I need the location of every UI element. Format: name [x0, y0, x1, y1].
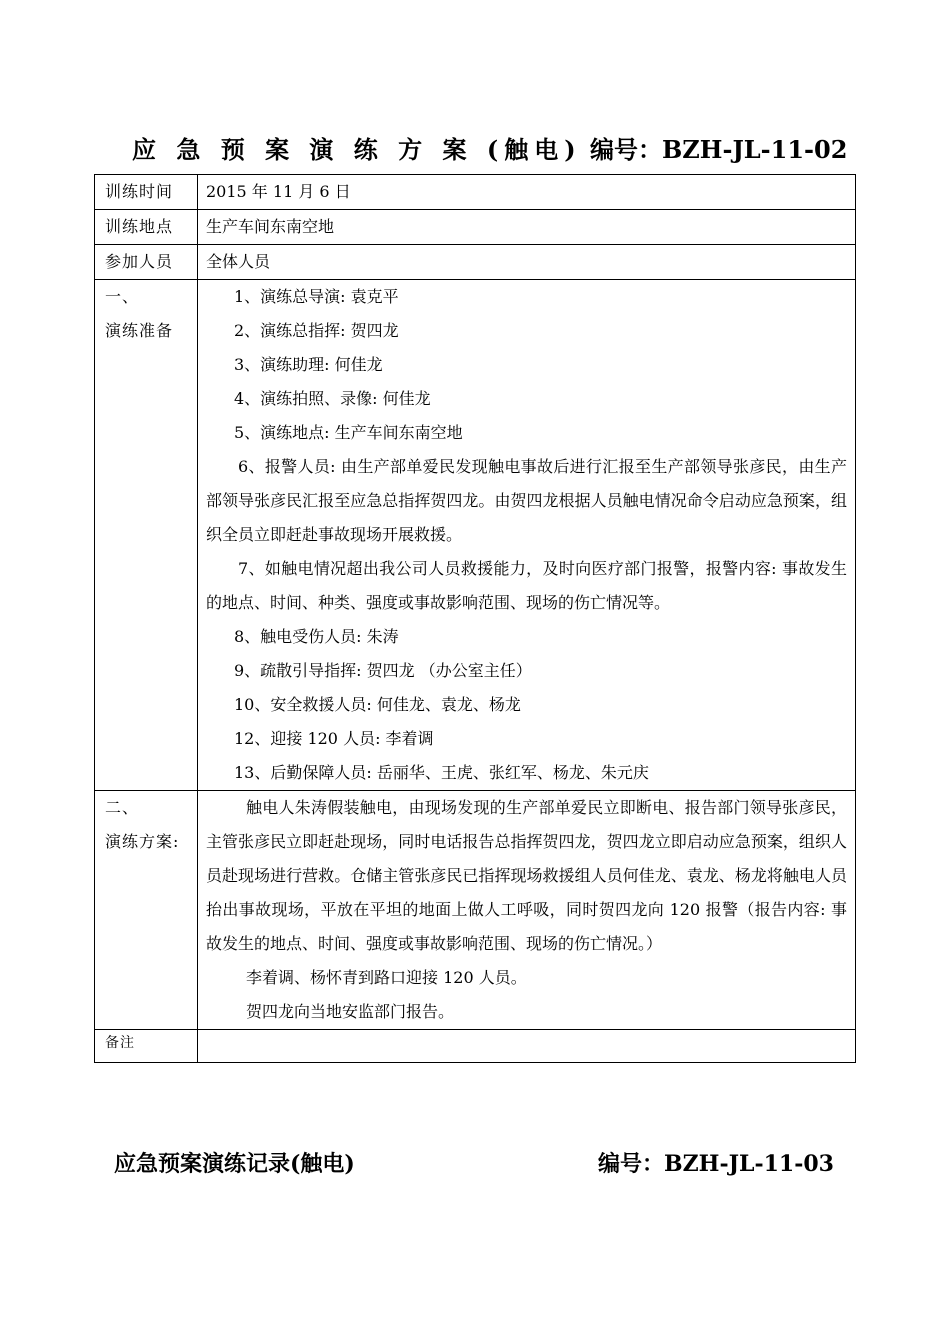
- remark-value: [198, 1030, 856, 1063]
- table-row-location: [95, 210, 856, 245]
- prep-item: 8、触电受伤人员: 朱涛: [234, 627, 399, 646]
- prep-item: 9、疏散引导指挥: 贺四龙 （办公室主任）: [234, 661, 532, 680]
- time-value: 2015 年 11 月 6 日: [198, 175, 856, 210]
- preparation-label-number: 一、: [105, 287, 140, 306]
- prep-item: 5、演练地点: 生产车间东南空地: [234, 423, 463, 442]
- participants-label: 参加人员: [95, 245, 198, 280]
- prep-item: 1、演练总导演: 袁克平: [234, 287, 399, 306]
- location-label: 训练地点: [95, 210, 198, 245]
- document-title: 应 急 预 案 演 练 方 案 (触电): [132, 135, 582, 164]
- plan-content: [198, 791, 856, 1030]
- prep-item: 4、演练拍照、录像: 何佳龙: [234, 389, 431, 408]
- next-document-title: 应急预案演练记录(触电): [114, 1151, 355, 1177]
- preparation-label: [95, 280, 198, 791]
- remark-label: 备注: [95, 1030, 198, 1063]
- prep-item: 13、后勤保障人员: 岳丽华、王虎、张红军、杨龙、朱元庆: [234, 763, 649, 782]
- next-document-code: 编号：BZH-JL-11-03: [598, 1151, 834, 1177]
- table-row-remark: [95, 1030, 856, 1063]
- table-row-plan: [95, 791, 856, 1030]
- document-title-row: [0, 132, 950, 168]
- document-code: 编号：BZH-JL-11-02: [590, 135, 848, 164]
- prep-paragraph-medical: 7、如触电情况超出我公司人员救援能力，及时向医疗部门报警，报警内容: 事故发生的地点、时间、种类、强度或事故影响范围、现场的伤亡情况等。: [206, 559, 847, 612]
- prep-item: 10、安全救援人员: 何佳龙、袁龙、杨龙: [234, 695, 521, 714]
- prep-item: 2、演练总指挥: 贺四龙: [234, 321, 399, 340]
- participants-value: 全体人员: [198, 245, 856, 280]
- location-value: 生产车间东南空地: [198, 210, 856, 245]
- prep-item: 3、演练助理: 何佳龙: [234, 355, 383, 374]
- preparation-content: [198, 280, 856, 791]
- plan-label-text: 演练方案:: [105, 832, 180, 851]
- table-row-participants: [95, 245, 856, 280]
- plan-label-number: 二、: [105, 798, 140, 817]
- plan-paragraph: 李着调、杨怀青到路口迎接 120 人员。: [246, 968, 527, 987]
- next-document-title-row: [0, 1146, 950, 1182]
- plan-paragraph: 触电人朱涛假装触电，由现场发现的生产部单爱民立即断电、报告部门领导张彦民，主管张彦民立即赶赴现场，同时电话报告总指挥贺四龙，贺四龙立即启动应急预案，组织人员赴现场进行营救。仓储主管张彦民已指挥现场救援组人员何佳龙、袁龙、杨龙将触电人员抬出事故现场，平放在平坦的地面上做人工呼吸，同时贺四龙向 120 报警（报告内容: 事故发生的地点、时间、强度或事故影响范围、现场的伤亡情况。）: [206, 798, 847, 953]
- table-row-time: [95, 175, 856, 210]
- time-label: 训练时间: [95, 175, 198, 210]
- table-row-preparation: [95, 280, 856, 791]
- prep-item: 12、迎接 120 人员: 李着调: [234, 729, 434, 748]
- plan-label: [95, 791, 198, 1030]
- plan-paragraph: 贺四龙向当地安监部门报告。: [246, 1002, 455, 1021]
- prep-paragraph-alarm: 6、报警人员: 由生产部单爱民发现触电事故后进行汇报至生产部领导张彦民，由生产部领导张彦民汇报至应急总指挥贺四龙。由贺四龙根据人员触电情况命令启动应急预案，组织全员立即赶赴事故现场开展救援。: [206, 457, 847, 544]
- preparation-label-text: 演练准备: [105, 321, 174, 340]
- drill-plan-table: [94, 174, 856, 1063]
